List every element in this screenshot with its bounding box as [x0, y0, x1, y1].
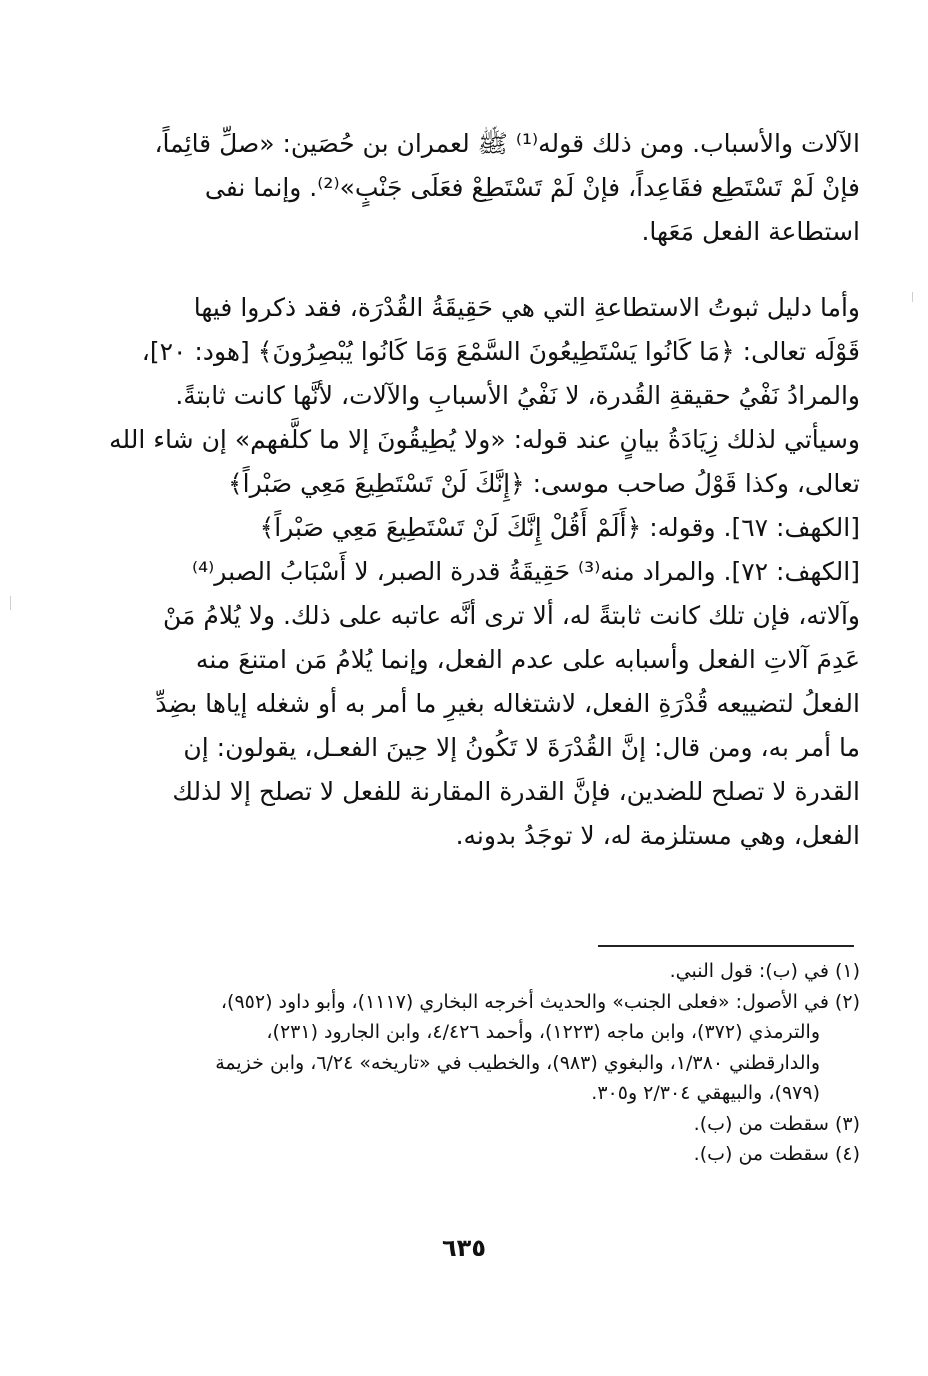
footnote-divider: [598, 945, 854, 947]
text-line: والمرادُ نَفْيُ حقيقةِ القُدرة، لا نَفْيُ الأسبابِ والآلات، لأنَّها كانت ثابتةً.: [175, 381, 860, 410]
page-number: ٦٣٥: [442, 1234, 486, 1262]
scan-speck: [912, 292, 913, 302]
text-line: [الكهف: ٧٢]. والمراد منه⁽³⁾ حَقِيقَةُ قدرة الصبر، لا أَسْبَابُ الصبر⁽⁴⁾: [192, 557, 860, 586]
paragraph-1: [150, 122, 860, 254]
text-line: الفعلُ لتضييعه قُدْرَةِ الفعل، لاشتغاله بغيرِ ما أمر به أو شغله إياها بضِدِّ: [155, 689, 860, 718]
text-line: ما أمر به، ومن قال: إنَّ القُدْرَةَ لا تَكُونُ إلا حِينَ الفعـل، يقولون: إن: [183, 733, 860, 762]
text-line: وسيأتي لذلك زِيَادَةُ بيانٍ عند قوله: «ولا يُطِيقُونَ إلا ما كلَّفهم» إن شاء الله: [109, 425, 860, 454]
footnote-3: (٣) سقطت من (ب).: [693, 1112, 860, 1135]
footnote-2-continuation: (٩٧٩)، والبيهقي ٢/٣٠٤ و٣٠٥.: [591, 1082, 820, 1104]
footnote-2: (٢) في الأصول: «فعلى الجنب» والحديث أخرجه البخاري (١١١٧)، وأبو داود (٩٥٢)،: [220, 990, 860, 1013]
paragraph-2: [109, 286, 860, 858]
text-line: القدرة لا تصلح للضدين، فإنَّ القدرة المقارنة للفعل لا تصلح إلا لذلك: [172, 777, 860, 806]
footnote-1: (١) في (ب): قول النبي.: [669, 960, 860, 982]
text-line: عَدِمَ آلاتِ الفعل وأسبابه على عدم الفعل، وإنما يُلامُ مَن امتنعَ منه: [195, 645, 860, 674]
text-line: [الكهف: ٦٧]. وقوله: ﴿أَلَمْ أَقُلْ إِنَّكَ لَنْ تَسْتَطِيعَ مَعِي صَبْراً﴾: [259, 513, 860, 542]
text-line: الآلات والأسباب. ومن ذلك قوله⁽¹⁾ ﷺ لعمران بن حُصَين: «صلِّ قائِماً،: [154, 129, 860, 158]
text-line: تعالى، وكذا قَوْلُ صاحب موسى: ﴿إِنَّكَ لَنْ تَسْتَطِيعَ مَعِي صَبْراً﴾: [228, 469, 860, 498]
footnote-2-continuation: والدارقطني ١/٣٨٠، والبغوي (٩٨٣)، والخطيب في «تاريخه» ٦/٢٤، وابن خزيمة: [215, 1051, 820, 1074]
footnote-2-continuation: والترمذي (٣٧٢)، وابن ماجه (١٢٢٣)، وأحمد ٤/٤٢٦، وابن الجارود (٢٣١)،: [266, 1021, 820, 1043]
text-line: وآلاته، فإن تلك كانت ثابتةً له، ألا ترى أنَّه عاتبه على ذلك. ولا يُلامُ مَنْ: [163, 601, 860, 630]
text-line: وأما دليل ثبوتُ الاستطاعةِ التي هي حَقِيقَةُ القُدْرَة، فقد ذكروا فيها: [193, 293, 860, 322]
text-line: قَوْلَه تعالى: ﴿مَا كَانُوا يَسْتَطِيعُونَ السَّمْعَ وَمَا كَانُوا يُبْصِرُونَ﴾ [هود: ٢٠]،: [141, 337, 860, 366]
text-line: فإنْ لَمْ تَسْتَطِع فقَاعِداً، فإنْ لَمْ تَسْتَطِعْ فعَلَى جَنْبٍ»⁽²⁾. وإنما نفى: [204, 173, 860, 202]
text-line: استطاعة الفعل مَعَها.: [641, 217, 860, 246]
scan-speck: [10, 596, 11, 610]
footnotes: [180, 956, 860, 1170]
footnote-4: (٤) سقطت من (ب).: [693, 1143, 860, 1165]
text-line: الفعل، وهي مستلزمة له، لا توجَدُ بدونه.: [455, 821, 860, 850]
